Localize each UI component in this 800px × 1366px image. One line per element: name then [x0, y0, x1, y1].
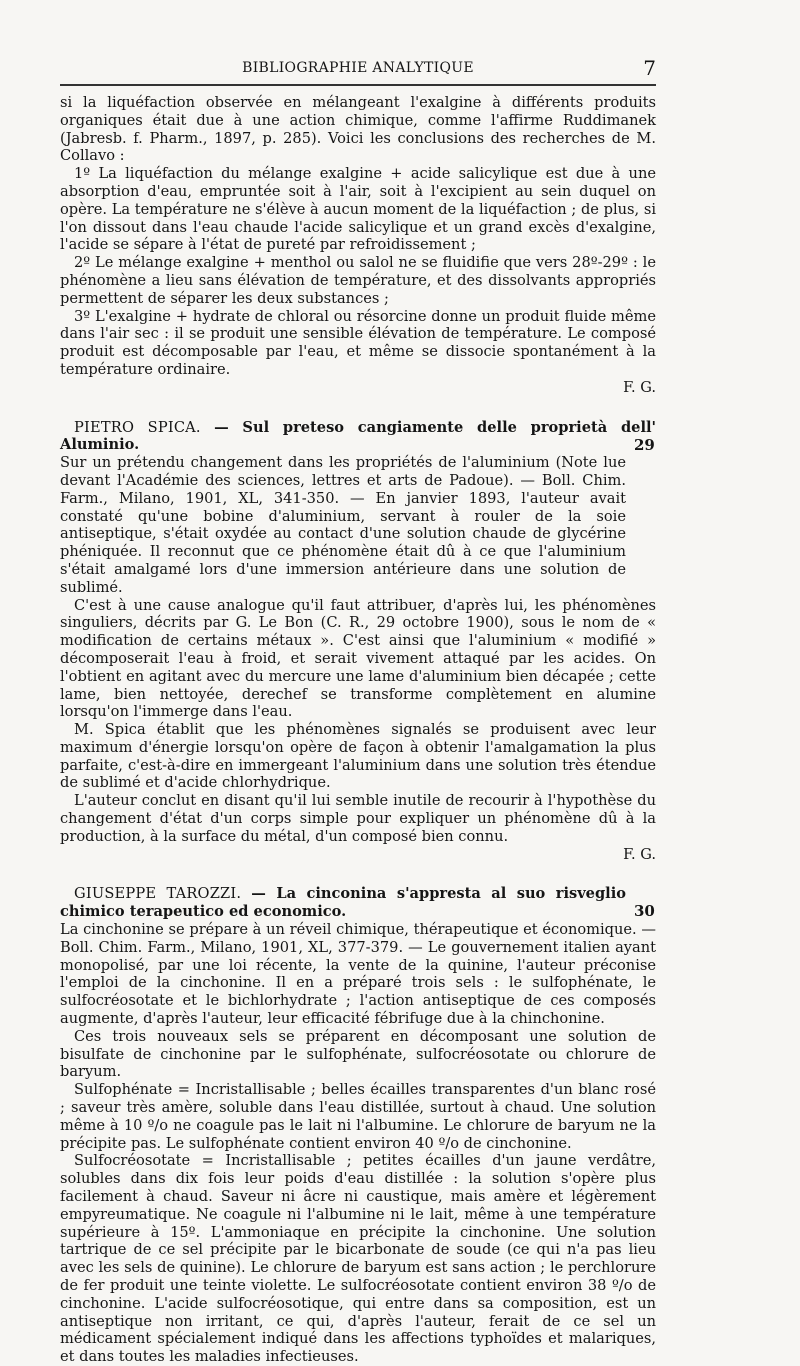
article-title: — La cinconina s'appresta al suo risveglio chimico terapeutico ed economico. — [60, 885, 626, 921]
article-author: GIUSEPPE TAROZZI. — [74, 885, 242, 903]
article-signature: F. G. — [623, 845, 656, 863]
article-paragraph-3: Sulfophénate = Incristallisable ; belles écailles transparentes d'un blanc rosé ; saveur très amère, soluble dans l'eau distillée, surtout à chaud. Une solution même à 10 º/o ne coagule pas le lait ni l'albumine. Le chlorure de baryum ne la précipite pas. Le sulfophénate contient environ 40 º/o de cinchonine. — [60, 1081, 656, 1152]
page-header — [60, 58, 656, 82]
intro-paragraph-4: 3º L'exalgine + hydrate de chloral ou résorcine donne un produit fluide même dans l'air sec : il se produit une sensible élévation de température. Le composé produit est décomposable par l'eau, et même se dissocie spontanément à la température ordinaire. — [60, 307, 656, 378]
article-paragraph-3: M. Spica établit que les phénomènes signalés se produisent avec leur maximum d'énergie lorsqu'on opère de façon à obtenir l'amalgamation la plus parfaite, c'est-à-dire en immergeant l'aluminium dans une solution très étendue de sublimé et d'acide chlorhydrique. — [60, 721, 656, 792]
article-tarozzi — [60, 885, 656, 1366]
running-title: BIBLIOGRAPHIE ANALYTIQUE — [242, 60, 474, 76]
article-spica — [60, 419, 656, 864]
article-paragraph-1: La cinchonine se prépare à un réveil chimique, thérapeutique et économique. — Boll. Chim. Farm., Milano, 1901, XL, 377-379. — Le gouvernement italien ayant monopolisé, par une loi récente, la vente de la quinine, l'auteur préconise l'emploi de la cinchonine. Il en a préparé trois sels : le sulfophénate, le sulfocréosotate et le bichlorhydrate ; l'action antiseptique de ces composés augmente, d'après l'auteur, leur efficacité fébrifuge due à la chinchonine. — [60, 921, 656, 1028]
article-author: PIETRO SPICA. — [74, 418, 201, 436]
article-heading — [60, 885, 656, 921]
header-rule — [60, 84, 656, 86]
article-paragraph-4: L'auteur conclut en disant qu'il lui semble inutile de recourir à l'hypothèse du changement d'état d'un corps simple pour expliquer un phénomène dû à la production, à la surface du métal, d'un composé bien connu. — [60, 792, 656, 845]
article-paragraph-2: C'est à une cause analogue qu'il faut attribuer, d'après lui, les phénomènes singuliers, décrits par G. Le Bon (C. R., 29 octobre 1900), sous le nom de « modification de certains métaux ». C'est ainsi que l'aluminium « modifié » décomposerait l'eau à froid, et serait vivement attaqué par les acides. On l'obtient en agitant avec du mercure une lame d'aluminium bien décapée ; cette lame, bien nettoyée, derechef se transforme complètement en alumine lorsqu'on l'immerge dans l'eau. — [60, 596, 656, 721]
article-title: — Sul preteso cangiamente delle proprietà dell' Aluminio. — [60, 418, 656, 454]
intro-paragraph-3: 2º Le mélange exalgine + menthol ou salol ne se fluidifie que vers 28º-29º : le phénomène a lieu sans élévation de température, et des dissolvants appropriés permettent de séparer les deux substances ; — [60, 254, 656, 307]
intro-paragraph-1: si la liquéfaction observée en mélangeant l'exalgine à différents produits organiques était due à une action chimique, comme l'affirme Ruddimanek (Jabresb. f. Pharm., 1897, p. 285). Voici les conclusions des recherches de M. Collavo : — [60, 94, 656, 165]
page-body — [60, 94, 656, 1366]
article-number: 29 — [634, 435, 655, 454]
page-number: 7 — [643, 56, 656, 80]
article-number: 30 — [634, 902, 655, 921]
article-paragraph-4: Sulfocréosotate = Incristallisable ; petites écailles d'un jaune verdâtre, solubles dans dix fois leur poids d'eau distillée : la solution s'opère plus facilement à chaud. Saveur ni âcre ni caustique, mais amère et légèrement empyreumatique. Ne coagule ni l'albumine ni le lait, même à une température supérieure à 15º. L'ammoniaque en précipite la cinchonine. Une solution tartrique de ce sel précipite par le bicarbonate de soude (ce qui n'a pas lieu avec les sels de quinine). Le chlorure de baryum est sans action ; le perchlorure de fer produit une teinte violette. Le sulfocréosotate contient environ 38 º/o de cinchonine. L'acide sulfocréosotique, qui entre dans sa composition, est un antiseptique non irritant, ce qui, d'après l'auteur, ferait de ce sel un médicament spécialement indiqué dans les affections typhoïdes et malariques, et dans toutes les maladies infectieuses. — [60, 1152, 656, 1366]
article-heading — [60, 419, 656, 455]
intro-signature: F. G. — [623, 378, 656, 396]
article-paragraph-2: Ces trois nouveaux sels se préparent en décomposant une solution de bisulfate de cinchonine par le sulfophénate, sulfocréosotate ou chlorure de baryum. — [60, 1027, 656, 1081]
intro-paragraph-2: 1º La liquéfaction du mélange exalgine + acide salicylique est due à une absorption d'eau, empruntée soit à l'air, soit à l'excipient au sein duquel on opère. La température ne s'élève à aucun moment de la liquéfaction ; de plus, si l'on dissout dans l'eau chaude l'acide salicylique et un grand excès d'exalgine, l'acide se sépare à l'état de pureté par refroidissement ; — [60, 165, 656, 254]
article-paragraph-1: Sur un prétendu changement dans les propriétés de l'aluminium (Note lue devant l'Académie des sciences, lettres et arts de Padoue). — Boll. Chim. Farm., Milano, 1901, XL, 341-350. — En janvier 1893, l'auteur avait constaté qu'une bobine d'aluminium, servant à rouler de la soie antiseptique, s'était oxydée au contact d'une solution chaude de glycérine phéniquée. Il reconnut que ce phénomène était dû à ce que l'aluminium s'était amalgamé lors d'une immersion antérieure dans une solution de sublimé. — [60, 454, 626, 596]
